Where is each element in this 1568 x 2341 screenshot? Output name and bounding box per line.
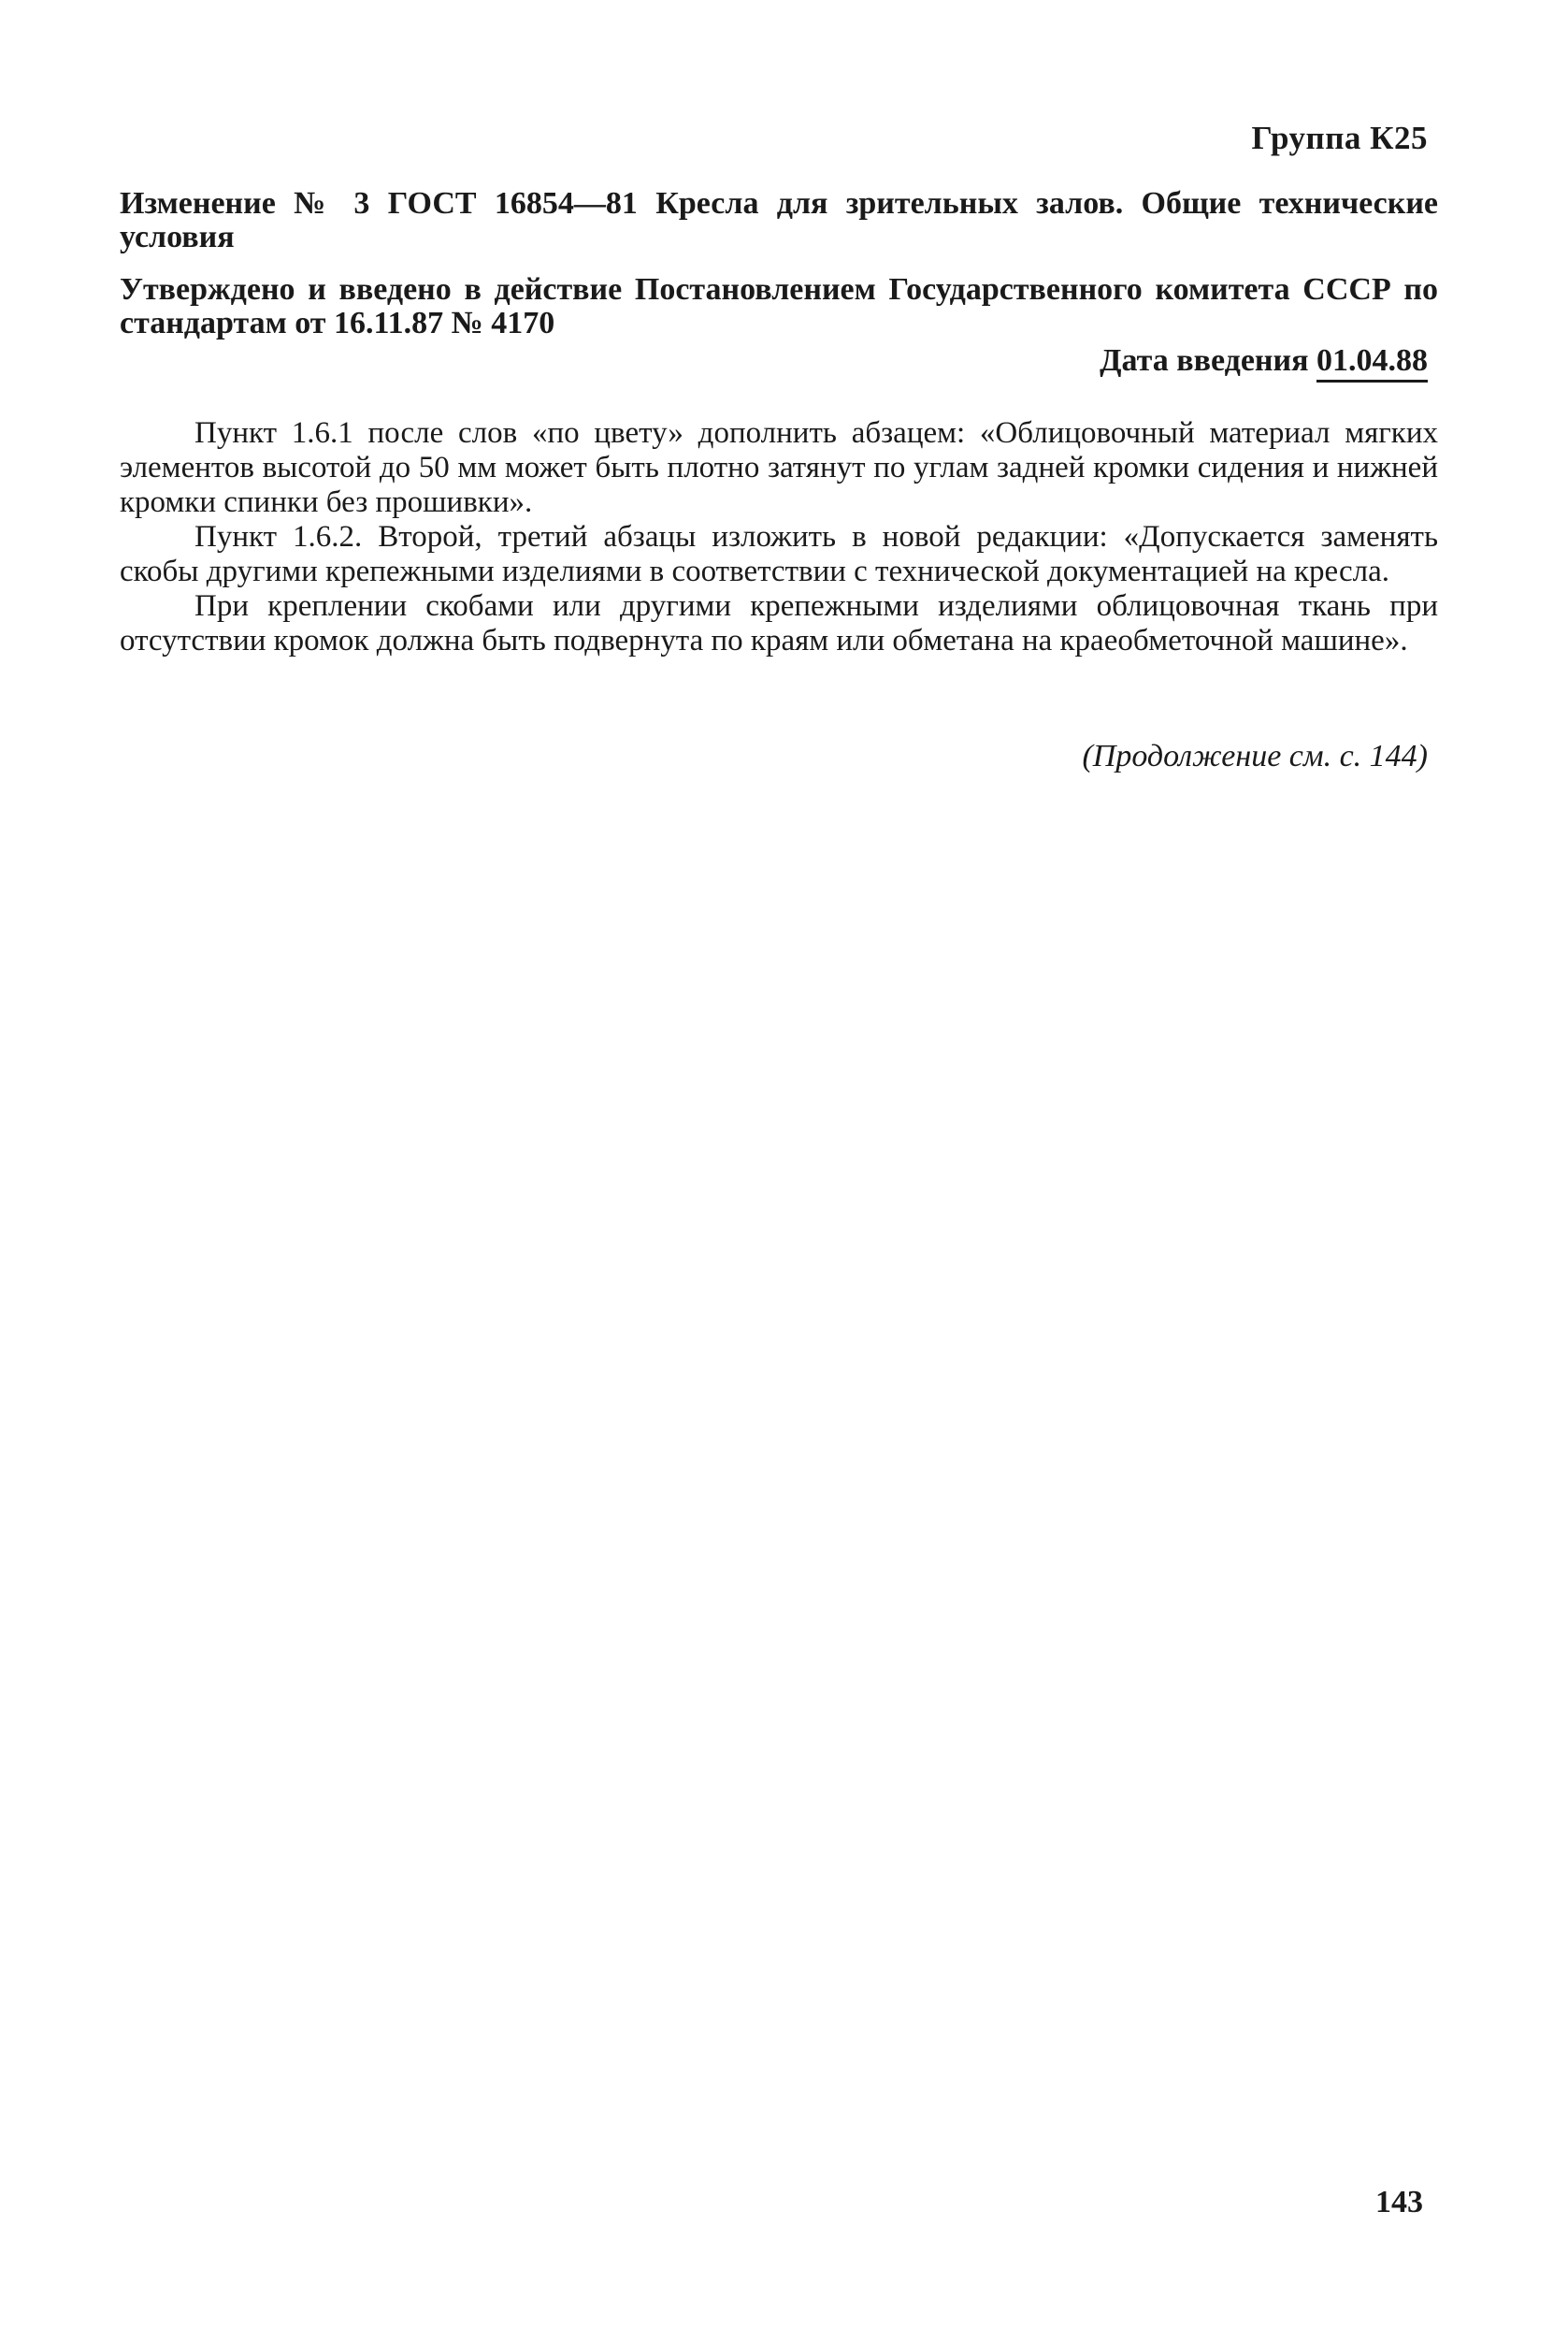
paragraph: Пункт 1.6.1 после слов «по цвету» дополнить абзацем: «Облицовочный материал мягких элементов высотой до 50 мм может быть плотно затянут по углам задней кромки сидения и нижней кромки спинки без прошивки». <box>120 416 1438 519</box>
date-value: 01.04.88 <box>1316 343 1428 383</box>
page-number: 143 <box>1375 2185 1423 2219</box>
introduction-date <box>1100 342 1428 380</box>
approval-statement: Утверждено и введено в действие Постановлением Государственного комитета СССР по стандартам от 16.11.87 № 4170 <box>120 272 1438 340</box>
paragraph: При креплении скобами или другими крепежными изделиями облицовочная ткань при отсутствии кромок должна быть подвернута по краям или обметана на краеобметочной машине». <box>120 589 1438 658</box>
group-label: Группа К25 <box>1251 120 1428 156</box>
continued-note: (Продолжение см. с. 144) <box>1082 739 1428 773</box>
amendment-title: Изменение № 3 ГОСТ 16854—81 Кресла для зрительных залов. Общие технические условия <box>120 186 1438 254</box>
body-text <box>120 416 1438 658</box>
date-prefix: Дата введения <box>1100 343 1316 378</box>
paragraph: Пункт 1.6.2. Второй, третий абзацы изложить в новой редакции: «Допускается заменять скобы другими крепежными изделиями в соответствии с технической документацией на кресла. <box>120 520 1438 588</box>
